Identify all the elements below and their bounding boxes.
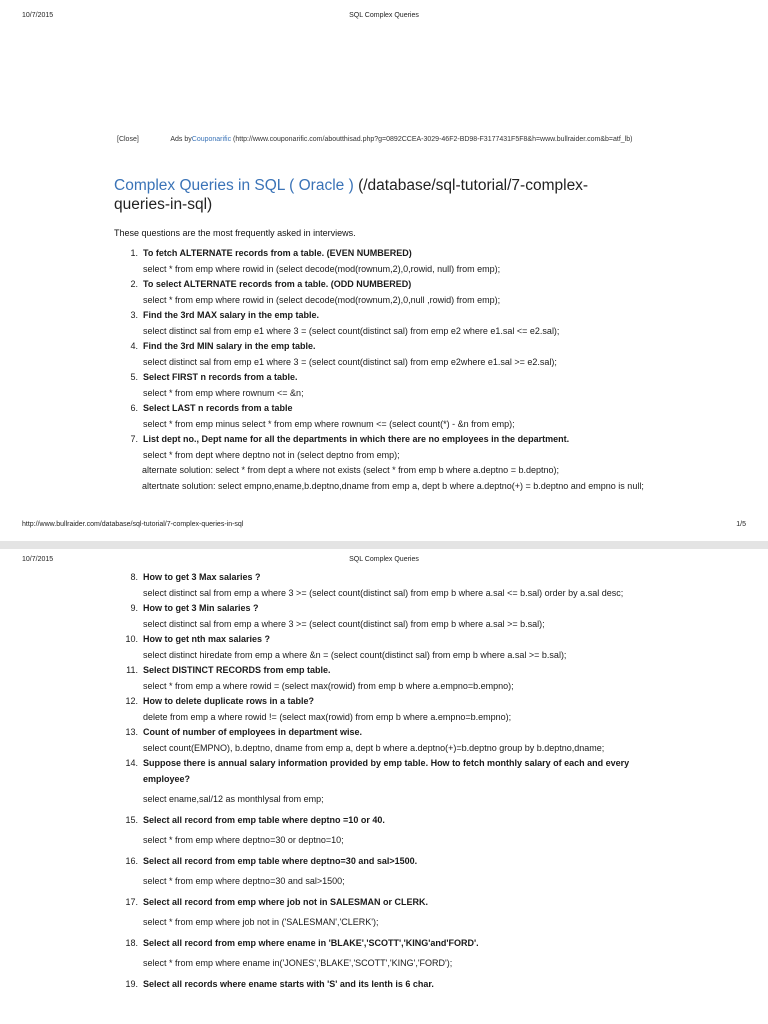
- list-item: [114, 339, 654, 370]
- answer-query: select * from emp where deptno=30 and sal>1500;: [143, 876, 345, 886]
- question-text: Select LAST n records from a table: [143, 403, 293, 413]
- item-number: 1.: [130, 248, 138, 258]
- heading-path: (/database/sql-tutorial/7-complex-queries-in-sql): [114, 177, 589, 213]
- question-text: Count of number of employees in department wise.: [143, 727, 363, 737]
- list-item: [114, 432, 654, 494]
- list-item: [114, 694, 654, 725]
- answer-query: select distinct sal from emp a where 3 >= (select count(distinct sal) from emp b where a.sal <= b.sal) order by a.sal desc;: [143, 587, 624, 598]
- question-text: Select all record from emp where job not in SALESMAN or CLERK.: [143, 896, 429, 907]
- ad-brand-link[interactable]: Couponarific: [191, 136, 232, 143]
- list-item: [114, 663, 654, 694]
- item-number: 9.: [130, 603, 138, 613]
- answer-query: delete from emp a where rowid != (select max(rowid) from emp b where a.empno=b.empno);: [143, 711, 512, 722]
- item-number: 13.: [125, 727, 138, 737]
- answer-query: select * from emp a where rowid = (select max(rowid) from emp b where a.empno=b.empno);: [143, 680, 514, 691]
- answer-query: select * from dept where deptno not in (select deptno from emp);: [143, 449, 400, 460]
- question-text: Select FIRST n records from a table.: [143, 372, 298, 382]
- page-heading: [114, 176, 634, 214]
- question-text: How to get nth max salaries ?: [143, 634, 271, 644]
- answer-query: select * from emp where ename in('JONES','BLAKE','SCOTT','KING','FORD');: [143, 958, 453, 968]
- item-number: 15.: [125, 814, 138, 825]
- list-item: [114, 813, 654, 849]
- question-text: Select all records where ename starts with 'S' and its lenth is 6 char.: [143, 978, 434, 989]
- item-number: 3.: [130, 310, 138, 320]
- list-item: [114, 246, 654, 277]
- list-item: [114, 977, 654, 993]
- header-date: 10/7/2015: [22, 556, 54, 563]
- item-number: 16.: [125, 855, 138, 866]
- item-number: 18.: [125, 937, 138, 948]
- item-number: 7.: [130, 434, 138, 444]
- page-separator: [0, 541, 768, 549]
- list-item: [114, 632, 654, 663]
- answer-query: select * from emp where rowid in (select decode(mod(rownum,2),0,null ,rowid) from emp);: [143, 294, 501, 305]
- heading-link[interactable]: Complex Queries in SQL ( Oracle ): [114, 177, 354, 194]
- question-text: Select DISTINCT RECORDS from emp table.: [143, 665, 331, 675]
- answer-query: select * from emp where rownum <= &n;: [143, 387, 304, 398]
- pdf-page-2: [0, 549, 768, 1024]
- header-title: SQL Complex Queries: [349, 556, 419, 563]
- question-text: Suppose there is annual salary information provided by emp table. How to fetch monthly salary of each and every employee?: [143, 758, 630, 784]
- question-text: List dept no., Dept name for all the departments in which there are no employees in the department.: [143, 434, 570, 444]
- list-item: [114, 725, 654, 756]
- item-number: 8.: [130, 572, 138, 582]
- question-text: How to get 3 Min salaries ?: [143, 603, 259, 613]
- list-item: [114, 370, 654, 401]
- ad-label: Ads by: [170, 136, 192, 143]
- question-text: Find the 3rd MIN salary in the emp table.: [143, 341, 316, 351]
- item-number: 2.: [130, 279, 138, 289]
- ad-url: (http://www.couponarific.com/aboutthisad.php?g=0892CCEA-3029-46F2-BD98-F3177431F5F8&h=www.bullraider.com&b=atf_lb): [233, 136, 633, 143]
- answer-query: select distinct hiredate from emp a where &n = (select count(distinct sal) from emp b where a.sal >= b.sal);: [143, 649, 567, 660]
- question-list-page-2: [114, 570, 654, 992]
- answer-query: select * from emp where rowid in (select decode(mod(rownum,2),0,rowid, null) from emp);: [143, 263, 501, 274]
- list-item: [114, 936, 654, 972]
- answer-query: select ename,sal/12 as monthlysal from emp;: [143, 794, 324, 804]
- answer-query: select * from emp where deptno=30 or deptno=10;: [143, 835, 344, 845]
- list-item: [114, 601, 654, 632]
- question-text: Select all record from emp table where deptno=30 and sal>1500.: [143, 855, 418, 866]
- alternate-solution-2: altertnate solution: select empno,ename,b.deptno,dname from emp a, dept b where a.deptno(+) = b.deptno and empno is null;: [142, 480, 644, 491]
- alternate-solution-1: alternate solution: select * from dept a where not exists (select * from emp b where a.deptno = b.deptno);: [142, 465, 559, 475]
- question-text: Select all record from emp where ename in 'BLAKE','SCOTT','KING'and'FORD'.: [143, 937, 479, 948]
- intro-text: These questions are the most frequently asked in interviews.: [114, 228, 356, 238]
- list-item: [114, 277, 654, 308]
- list-item: [114, 570, 654, 601]
- answer-query: select distinct sal from emp a where 3 >= (select count(distinct sal) from emp b where a.sal >= b.sal);: [143, 618, 545, 629]
- header-title: SQL Complex Queries: [349, 12, 419, 19]
- footer-page-number: 1/5: [736, 521, 746, 528]
- question-list-page-1: [114, 246, 654, 494]
- item-number: 5.: [130, 372, 138, 382]
- answer-query: select count(EMPNO), b.deptno, dname from emp a, dept b where a.deptno(+)=b.deptno group by b.deptno,dname;: [143, 742, 605, 753]
- item-number: 14.: [125, 758, 138, 768]
- ad-bar: [117, 136, 632, 143]
- answer-query: select * from emp minus select * from emp where rownum <= (select count(*) - &n from emp);: [143, 418, 515, 429]
- question-text: To select ALTERNATE records from a table. (ODD NUMBERED): [143, 279, 412, 289]
- list-item: [114, 756, 654, 808]
- question-text: Find the 3rd MAX salary in the emp table.: [143, 310, 320, 320]
- answer-query: select * from emp where job not in ('SALESMAN','CLERK');: [143, 917, 379, 927]
- item-number: 10.: [125, 634, 138, 644]
- list-item: [114, 895, 654, 931]
- item-number: 12.: [125, 696, 138, 706]
- list-item: [114, 401, 654, 432]
- question-text: To fetch ALTERNATE records from a table. (EVEN NUMBERED): [143, 248, 412, 258]
- list-item: [114, 308, 654, 339]
- item-number: 19.: [125, 978, 138, 989]
- header-date: 10/7/2015: [22, 12, 54, 19]
- answer-query: select distinct sal from emp e1 where 3 = (select count(distinct sal) from emp e2where e1.sal >= e2.sal);: [143, 356, 557, 367]
- question-text: How to get 3 Max salaries ?: [143, 572, 261, 582]
- question-text: Select all record from emp table where deptno =10 or 40.: [143, 814, 385, 825]
- item-number: 11.: [126, 665, 138, 675]
- item-number: 4.: [130, 341, 138, 351]
- ad-close-link[interactable]: [Close]: [117, 136, 139, 143]
- item-number: 6.: [130, 403, 138, 413]
- footer-url: http://www.bullraider.com/database/sql-tutorial/7-complex-queries-in-sql: [22, 521, 244, 528]
- answer-query: select distinct sal from emp e1 where 3 = (select count(distinct sal) from emp e2 where e1.sal <= e2.sal);: [143, 325, 560, 336]
- question-text: How to delete duplicate rows in a table?: [143, 696, 315, 706]
- list-item: [114, 854, 654, 890]
- item-number: 17.: [125, 896, 138, 907]
